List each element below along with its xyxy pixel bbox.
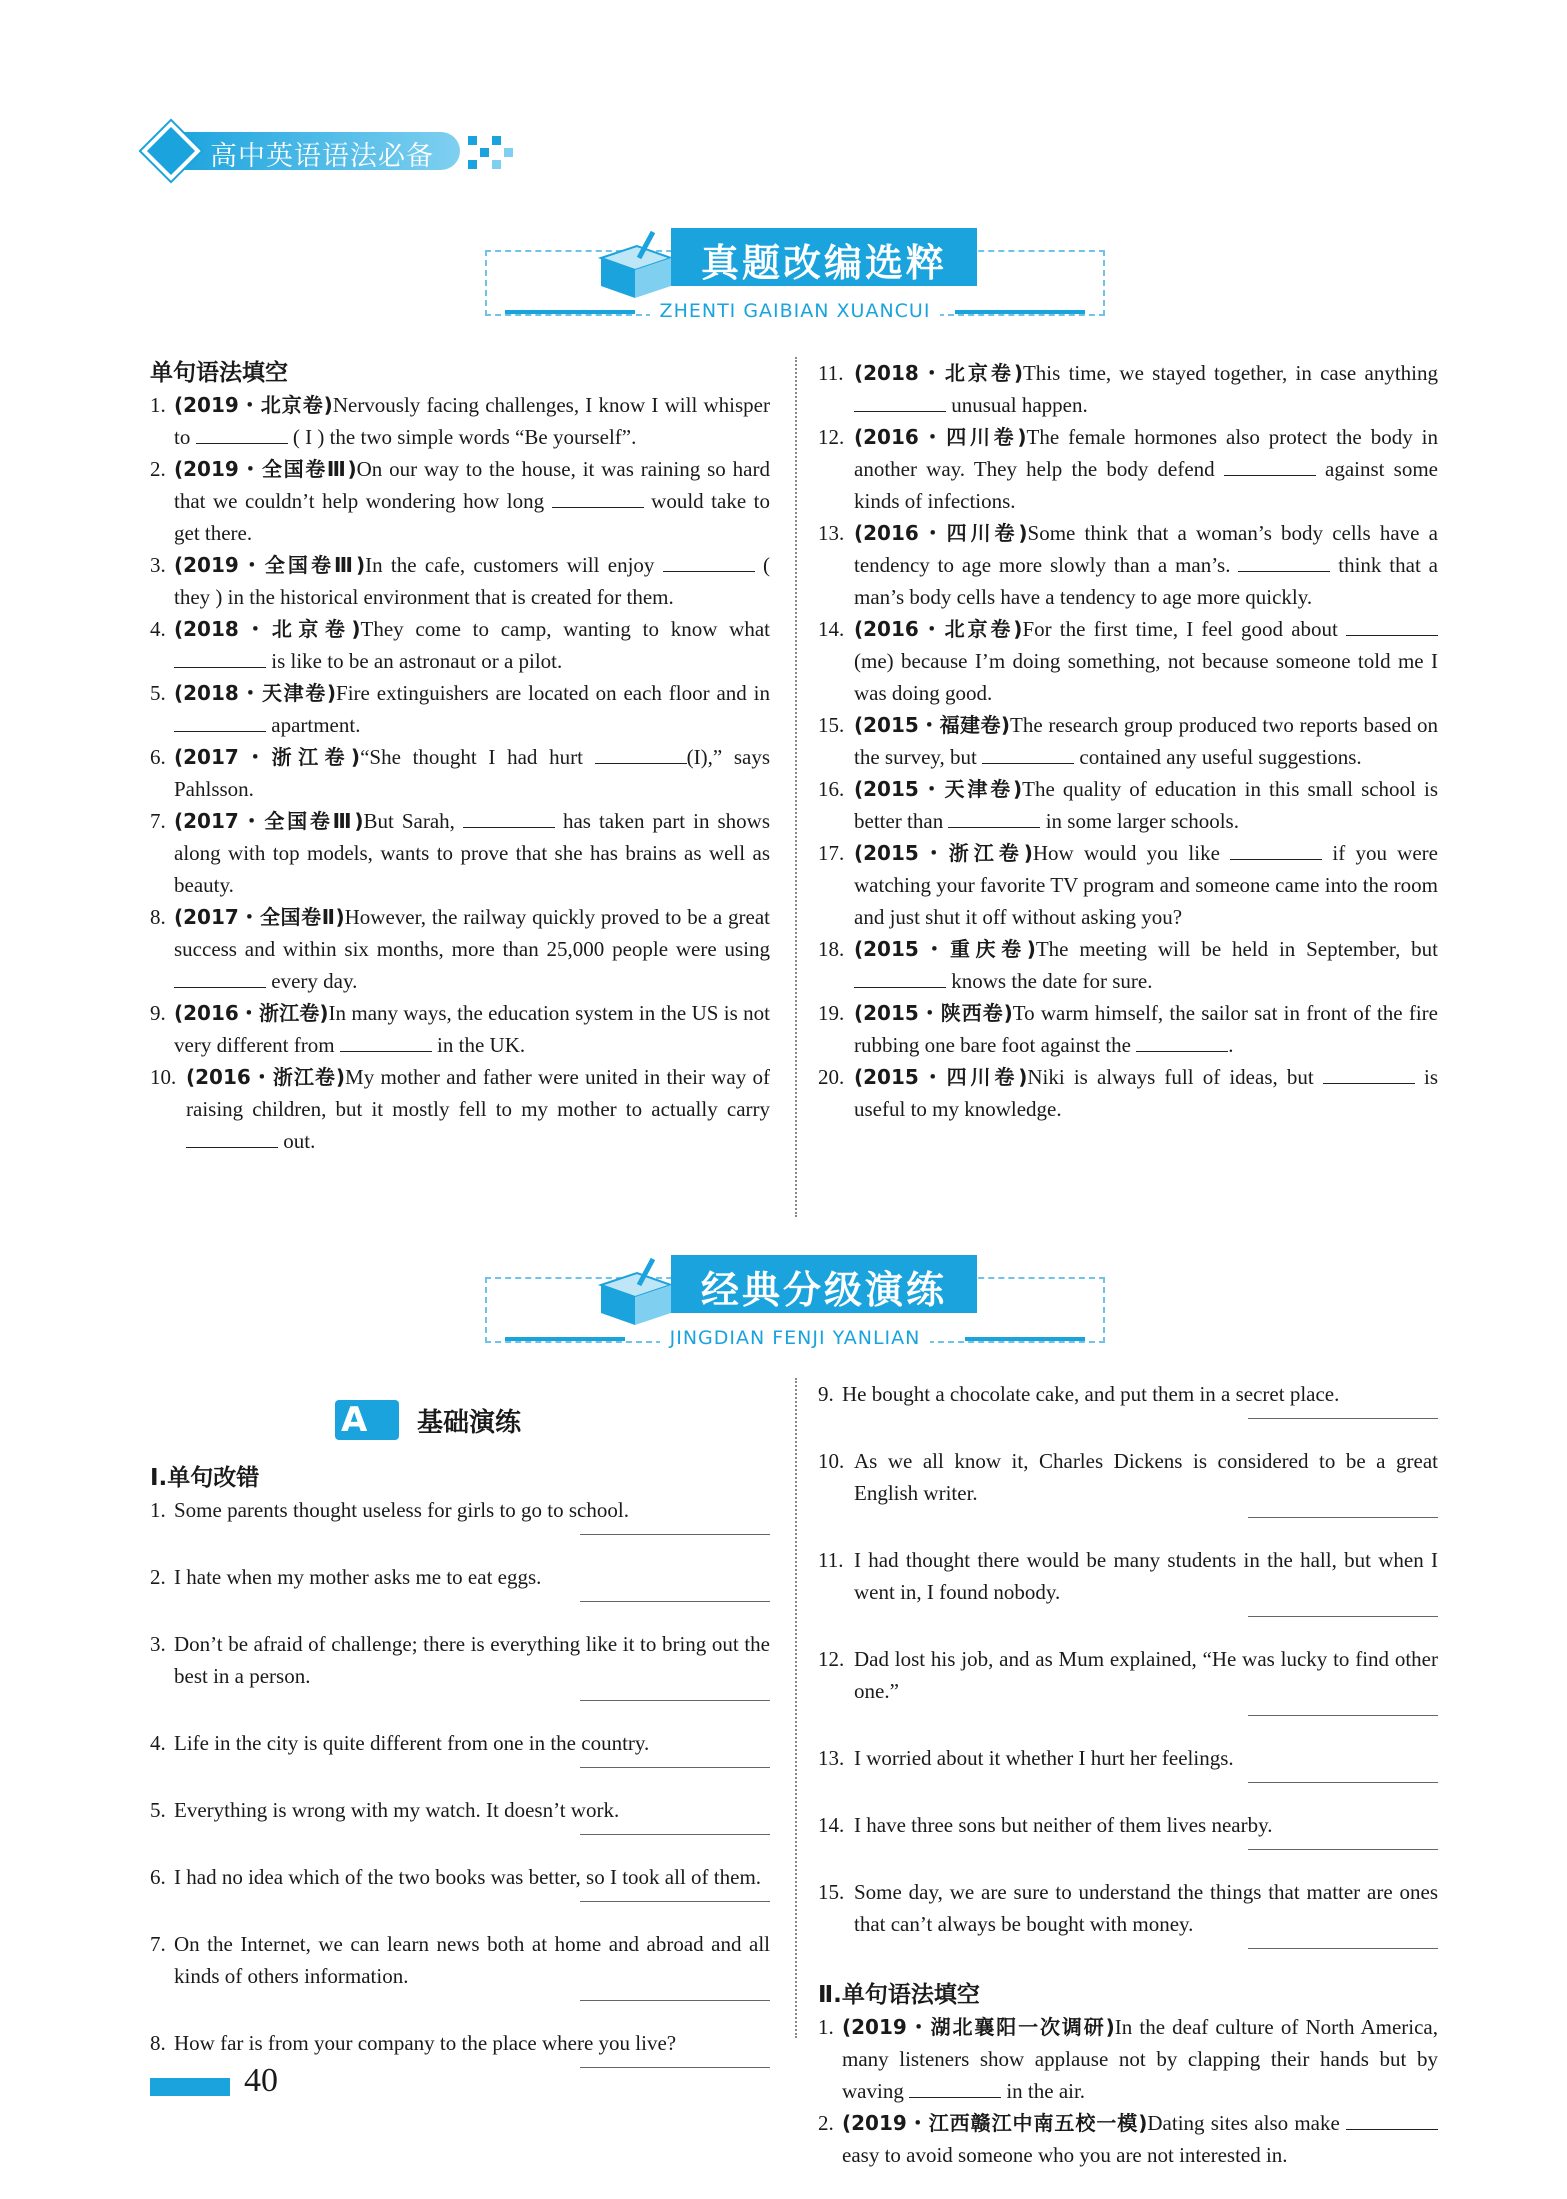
question-text: How far is from your company to the place where you live? <box>174 2031 677 2055</box>
question-item <box>150 1727 770 1759</box>
question-item <box>150 549 770 613</box>
answer-line <box>580 1694 770 1701</box>
question-item <box>150 453 770 549</box>
question-text: On our way to the house, it was raining so hard that we couldn’t help wondering how long <box>174 457 770 513</box>
question-text: if you were watching your favorite TV program and someone came into the room and just shut it off without asking you? <box>854 841 1438 929</box>
question-number: 5. <box>150 1798 166 1822</box>
question-text: unusual happen. <box>946 393 1088 417</box>
answer-blank <box>1346 617 1438 636</box>
question-text: However, the railway quickly proved to be a great success and within six months, more than 25,000 people were using <box>174 905 771 961</box>
question-text: On the Internet, we can learn news both at home and abroad and all kinds of others information. <box>174 1932 770 1988</box>
question-number: 16. <box>818 777 845 801</box>
question-number: 19. <box>818 1001 845 1025</box>
question-number: 13. <box>818 521 845 545</box>
question-item <box>150 1794 770 1826</box>
question-number: 14. <box>818 1813 845 1837</box>
page-number-bar <box>150 2078 230 2096</box>
question-text: Life in the city is quite different from one in the country. <box>174 1731 650 1755</box>
answer-blank <box>1230 841 1322 860</box>
question-text: against some kinds of infections. <box>854 457 1438 513</box>
column-divider <box>795 1378 797 2038</box>
question-text: I worried about it whether I hurt her feelings. <box>854 1746 1234 1770</box>
question-text: in the UK. <box>431 1033 526 1057</box>
answer-line <box>1248 1843 1438 1850</box>
box-pencil-icon <box>595 1257 677 1327</box>
question-number: 11. <box>818 1548 844 1572</box>
question-item <box>818 517 1438 613</box>
group-title: 基础演练 <box>417 1407 522 1438</box>
spacer <box>150 1701 770 1727</box>
answer-line <box>580 1595 770 1602</box>
pixel-decor-icon <box>480 148 489 157</box>
spacer <box>150 2001 770 2027</box>
question-number: 6. <box>150 1865 166 1889</box>
answer-blank <box>948 809 1040 828</box>
question-text: apartment. <box>266 713 361 737</box>
question-item <box>818 1643 1438 1707</box>
pixel-decor-icon <box>468 136 477 145</box>
question-number: 5. <box>150 681 166 705</box>
exercise-heading: Ⅰ.单句改错 <box>150 1465 260 1491</box>
question-source: (2019・湖北襄阳一次调研) <box>842 2015 1115 2039</box>
question-source: (2015・四川卷) <box>854 1065 1028 1089</box>
question-text: He bought a chocolate cake, and put them in a secret place. <box>842 1382 1340 1406</box>
question-number: 4. <box>150 1731 166 1755</box>
question-text: Fire extinguishers are located on each floor and in <box>336 681 771 705</box>
answer-line <box>1248 1412 1438 1419</box>
question-source: (2016・浙江卷) <box>174 1001 329 1025</box>
answer-blank <box>854 969 946 988</box>
question-text: Everything is wrong with my watch. It doesn’t work. <box>174 1798 620 1822</box>
answer-blank <box>982 745 1074 764</box>
question-item <box>818 613 1438 709</box>
spacer <box>150 1835 770 1861</box>
question-text: knows the date for sure. <box>946 969 1153 993</box>
question-item <box>150 1928 770 1992</box>
question-source: (2017・全国卷Ⅲ) <box>174 809 364 833</box>
answer-blank <box>663 553 755 572</box>
exercise-column-left <box>150 357 770 1157</box>
section-banner-zhenti <box>485 220 1105 340</box>
question-item <box>818 357 1438 421</box>
section-subtitle: JINGDIAN FENJI YANLIAN <box>485 1327 1105 1349</box>
question-number: 6. <box>150 745 166 769</box>
question-text: I had no idea which of the two books was better, so I took all of them. <box>174 1865 762 1889</box>
question-source: (2016・浙江卷) <box>186 1065 346 1089</box>
question-text: Don’t be afraid of challenge; there is everything like it to bring out the best in a person. <box>174 1632 770 1688</box>
question-number: 2. <box>150 1565 166 1589</box>
spacer <box>150 1902 770 1928</box>
question-text: My mother and father were united in their way of raising children, but it mostly fell to my mother to actually carry <box>186 1065 770 1121</box>
question-text: has taken part in shows along with top models, wants to prove that she has brains as well as beauty. <box>174 809 771 897</box>
answer-blank <box>595 745 687 764</box>
question-source: (2019・北京卷) <box>174 393 333 417</box>
question-text: For the first time, I feel good about <box>1022 617 1346 641</box>
spacer <box>818 1783 1438 1809</box>
pixel-decor-icon <box>492 136 501 145</box>
answer-line <box>580 1761 770 1768</box>
question-source: (2019・全国卷Ⅲ) <box>174 553 366 577</box>
question-item <box>150 1061 770 1157</box>
question-text: contained any useful suggestions. <box>1074 745 1362 769</box>
question-text: In the deaf culture of North America, many listeners show applause not by clapping their hands but by waving <box>842 2015 1438 2103</box>
question-source: (2018・北京卷) <box>854 361 1023 385</box>
answer-blank <box>174 649 266 668</box>
question-text: . <box>1228 1033 1234 1057</box>
question-item <box>818 997 1438 1061</box>
question-text: in the air. <box>1001 2079 1086 2103</box>
question-number: 15. <box>818 1880 845 1904</box>
question-number: 10. <box>818 1449 845 1473</box>
question-text: out. <box>278 1129 316 1153</box>
spacer <box>818 1949 1438 1975</box>
correction-column-left <box>150 1462 770 2094</box>
book-header <box>150 128 520 176</box>
question-text: How would you like <box>1032 841 1231 865</box>
question-text: In the cafe, customers will enjoy <box>365 553 663 577</box>
question-text: Some day, we are sure to understand the things that matter are ones that can’t always be bought with money. <box>854 1880 1438 1936</box>
question-text: would take to get there. <box>174 489 770 545</box>
question-text: in some larger schools. <box>1040 809 1239 833</box>
book-title: 高中英语语法必备 <box>210 141 434 172</box>
section-subtitle: ZHENTI GAIBIAN XUANCUI <box>485 300 1105 322</box>
question-text: is like to be an astronaut or a pilot. <box>266 649 563 673</box>
answer-line <box>1248 1776 1438 1783</box>
page-number: 40 <box>244 2062 278 2099</box>
question-number: 11. <box>818 361 844 385</box>
question-number: 2. <box>818 2111 834 2135</box>
answer-blank <box>196 425 288 444</box>
question-number: 2. <box>150 457 166 481</box>
question-number: 12. <box>818 425 845 449</box>
question-source: (2016・四川卷) <box>854 521 1028 545</box>
question-item <box>150 901 770 997</box>
question-text: ( I ) the two simple words “Be yourself”. <box>287 425 637 449</box>
answer-blank <box>1323 1065 1415 1084</box>
question-source: (2015・重庆卷) <box>854 937 1036 961</box>
question-text: (me) because I’m doing something, not because someone told me I was doing good. <box>854 649 1438 705</box>
question-item <box>818 1544 1438 1608</box>
question-text: The quality of education in this small school is better than <box>854 777 1438 833</box>
spacer <box>150 2068 770 2094</box>
section-title: 真题改编选粹 <box>700 241 947 285</box>
question-item <box>150 997 770 1061</box>
spacer <box>150 1535 770 1561</box>
question-source: (2019・全国卷Ⅲ) <box>174 457 357 481</box>
column-divider <box>795 357 797 1217</box>
spacer <box>150 1602 770 1628</box>
answer-blank <box>909 2079 1001 2098</box>
question-text: every day. <box>266 969 358 993</box>
question-source: (2018・北京卷) <box>174 617 361 641</box>
question-number: 1. <box>818 2015 834 2039</box>
question-text: But Sarah, <box>363 809 463 833</box>
section-banner-jingdian <box>485 1247 1105 1367</box>
question-item <box>818 837 1438 933</box>
group-a-label <box>335 1400 522 1480</box>
answer-line <box>580 1528 770 1535</box>
question-text: To warm himself, the sailor sat in front of the fire rubbing one bare foot against the <box>854 1001 1438 1057</box>
question-text: Niki is always full of ideas, but <box>1027 1065 1323 1089</box>
question-item <box>150 2027 770 2059</box>
question-number: 8. <box>150 905 166 929</box>
question-item <box>818 1061 1438 1125</box>
question-text: Some think that a woman’s body cells have a tendency to age more slowly than a man’s. <box>854 521 1438 577</box>
question-item <box>150 1494 770 1526</box>
question-text: (I),” says Pahlsson. <box>174 745 770 801</box>
answer-line <box>580 1895 770 1902</box>
question-source: (2017・全国卷Ⅱ) <box>174 905 345 929</box>
question-item <box>150 389 770 453</box>
question-number: 4. <box>150 617 166 641</box>
spacer <box>818 1716 1438 1742</box>
answer-line <box>1248 1511 1438 1518</box>
question-item <box>818 1742 1438 1774</box>
question-item <box>818 1876 1438 1940</box>
question-number: 9. <box>150 1001 166 1025</box>
question-item <box>150 1861 770 1893</box>
question-text: As we all know it, Charles Dickens is considered to be a great English writer. <box>854 1449 1438 1505</box>
question-item <box>818 709 1438 773</box>
answer-line <box>580 1828 770 1835</box>
question-source: (2016・四川卷) <box>854 425 1027 449</box>
question-source: (2018・天津卷) <box>174 681 337 705</box>
question-text: is useful to my knowledge. <box>854 1065 1438 1121</box>
question-number: 10. <box>150 1065 177 1089</box>
question-number: 14. <box>818 617 845 641</box>
answer-blank <box>1346 2111 1438 2130</box>
question-source: (2015・福建卷) <box>854 713 1011 737</box>
question-text: think that a man’s body cells have a tendency to age more quickly. <box>854 553 1438 609</box>
spacer <box>818 1518 1438 1544</box>
question-number: 1. <box>150 393 166 417</box>
question-text: The meeting will be held in September, but <box>1035 937 1438 961</box>
question-item <box>818 773 1438 837</box>
answer-blank <box>1136 1033 1228 1052</box>
question-number: 1. <box>150 1498 166 1522</box>
exercise-column-right <box>818 357 1438 1125</box>
question-item <box>818 933 1438 997</box>
question-text: In many ways, the education system in the US is not very different from <box>174 1001 770 1057</box>
question-number: 15. <box>818 713 845 737</box>
question-item <box>818 1378 1438 1410</box>
section-title: 经典分级演练 <box>700 1268 947 1312</box>
question-text: The research group produced two reports based on the survey, but <box>854 713 1438 769</box>
question-text: Dad lost his job, and as Mum explained, “He was lucky to find other one.” <box>854 1647 1438 1703</box>
question-item <box>818 1809 1438 1841</box>
question-text: ( they ) in the historical environment that is created for them. <box>174 553 771 609</box>
question-item <box>818 1445 1438 1509</box>
answer-blank <box>1238 553 1330 572</box>
pixel-decor-icon <box>468 160 477 169</box>
answer-line <box>1248 1942 1438 1949</box>
question-item <box>150 741 770 805</box>
question-text: I hate when my mother asks me to eat eggs. <box>174 1565 542 1589</box>
question-text: easy to avoid someone who you are not interested in. <box>842 2143 1288 2167</box>
question-item <box>150 613 770 677</box>
spacer <box>818 1419 1438 1445</box>
answer-blank <box>854 393 946 412</box>
question-item <box>818 2107 1438 2171</box>
correction-column-right <box>818 1378 1438 2171</box>
question-item <box>150 677 770 741</box>
question-item <box>818 2011 1438 2107</box>
question-text: Some parents thought useless for girls to go to school. <box>174 1498 629 1522</box>
question-text: Nervously facing challenges, I know I will whisper to <box>174 393 770 449</box>
answer-line <box>1248 1610 1438 1617</box>
question-number: 7. <box>150 1932 166 1956</box>
pixel-decor-icon <box>492 160 501 169</box>
exercise-heading: 单句语法填空 <box>150 360 288 386</box>
question-source: (2016・北京卷) <box>854 617 1023 641</box>
pixel-decor-icon <box>504 148 513 157</box>
question-number: 12. <box>818 1647 845 1671</box>
exercise-heading: Ⅱ.单句语法填空 <box>818 1982 980 2008</box>
answer-blank <box>463 809 555 828</box>
question-source: (2015・陕西卷) <box>854 1001 1013 1025</box>
answer-blank <box>186 1129 278 1148</box>
group-badge: A组 <box>335 1400 399 1440</box>
answer-blank <box>552 489 644 508</box>
question-text: I have three sons but neither of them lives nearby. <box>854 1813 1273 1837</box>
question-source: (2019・江西赣江中南五校一模) <box>842 2111 1148 2135</box>
spacer <box>150 1768 770 1794</box>
question-number: 3. <box>150 1632 166 1656</box>
question-number: 13. <box>818 1746 845 1770</box>
spacer <box>818 1617 1438 1643</box>
question-text: This time, we stayed together, in case anything <box>1022 361 1438 385</box>
question-source: (2015・浙江卷) <box>854 841 1033 865</box>
answer-blank <box>174 713 266 732</box>
question-text: The female hormones also protect the body in another way. They help the body defend <box>854 425 1438 481</box>
question-item <box>150 1561 770 1593</box>
box-pencil-icon <box>595 230 677 300</box>
answer-line <box>1248 1709 1438 1716</box>
question-number: 20. <box>818 1065 845 1089</box>
question-text: “She thought I had hurt <box>360 745 595 769</box>
question-item <box>818 421 1438 517</box>
answer-line <box>580 1994 770 2001</box>
question-number: 7. <box>150 809 166 833</box>
question-number: 17. <box>818 841 845 865</box>
question-source: (2015・天津卷) <box>854 777 1023 801</box>
question-item <box>150 805 770 901</box>
question-item <box>150 1628 770 1692</box>
answer-line <box>580 2061 770 2068</box>
answer-blank <box>174 969 266 988</box>
answer-blank <box>340 1033 432 1052</box>
question-number: 8. <box>150 2031 166 2055</box>
question-source: (2017・浙江卷) <box>174 745 361 769</box>
spacer <box>818 1850 1438 1876</box>
question-text: They come to camp, wanting to know what <box>360 617 770 641</box>
answer-blank <box>1224 457 1316 476</box>
header-diamond-icon <box>141 121 200 180</box>
question-text: Dating sites also make <box>1147 2111 1346 2135</box>
question-number: 9. <box>818 1382 834 1406</box>
question-text: I had thought there would be many students in the hall, but when I went in, I found nobody. <box>854 1548 1438 1604</box>
question-number: 3. <box>150 553 166 577</box>
question-number: 18. <box>818 937 845 961</box>
